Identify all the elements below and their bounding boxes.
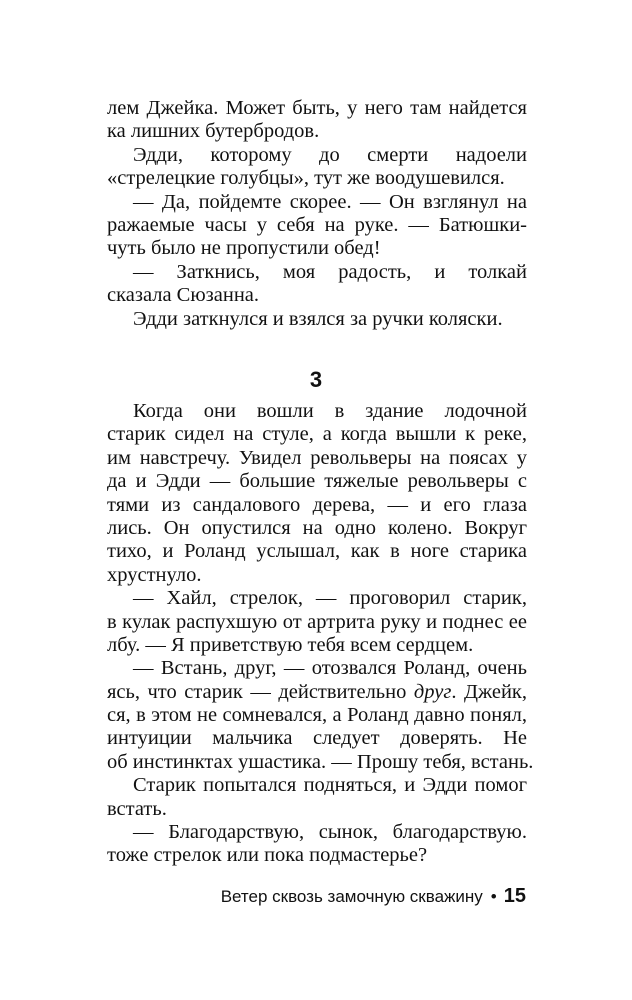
text-line: — Заткнись, моя радость, и толкай (133, 260, 527, 283)
text-line: об инстинктах ушастика. — Прошу тебя, встань. (107, 750, 534, 773)
text-line: встать. (107, 797, 167, 820)
text-line: Эдди заткнулся и взялся за ручки коляски. (133, 307, 503, 330)
text-line: старик сидел на стуле, а когда вышли к реке, (107, 423, 527, 446)
text-line: тями из сандалового дерева, — и его глаза (107, 493, 527, 516)
text-line: сказала Сюзанна. (107, 284, 260, 307)
text-block-after-section (107, 400, 534, 868)
text-line: Эдди, которому до смерти надоели (133, 143, 527, 166)
text-line: лись. Он опустился на одно колено. Вокруг (107, 516, 527, 539)
running-footer (221, 885, 526, 908)
text-block-before-section (107, 97, 527, 331)
text-line: ся, в этом не сомневался, а Роланд давно понял, (107, 704, 527, 727)
text-line: — Хайл, стрелок, — проговорил старик, (133, 587, 527, 610)
text-line: ка лишних бутербродов. (107, 120, 320, 143)
text-line: хрустнуло. (107, 563, 202, 586)
text-line: лбу. — Я приветствую тебя всем сердцем. (107, 633, 474, 656)
text-line: лем Джейка. Может быть, у него там найдется (107, 97, 527, 119)
italic-word: друг (413, 680, 452, 703)
section-number: 3 (309, 367, 323, 392)
text-line: — Встань, друг, — отозвался Роланд, очень (133, 657, 527, 680)
text-line: тихо, и Роланд услышал, как в ноге старика (107, 540, 527, 563)
text-line: тоже стрелок или пока подмастерье? (107, 844, 428, 867)
book-title: Ветер сквозь замочную скважину (220, 887, 483, 906)
text-line: Когда они вошли в здание лодочной (133, 400, 527, 422)
text-line: да и Эдди — большие тяжелые револьверы с (107, 470, 527, 493)
text-line: интуиции мальчика следует доверять. Не (107, 727, 527, 750)
text-line: чуть было не пропустили обед! (107, 237, 381, 260)
text-line: — Да, пойдемте скорее. — Он взглянул на (133, 190, 527, 213)
text-line: «стрелецкие голубцы», тут же воодушевился. (107, 167, 505, 190)
bullet-separator: • (490, 887, 497, 906)
page-number: 15 (503, 885, 526, 907)
text-line-with-italic (107, 681, 527, 704)
text-segment: ясь, что старик — действительно (107, 680, 407, 703)
text-line: ражаемые часы у себя на руке. — Батюшки- (107, 213, 527, 236)
text-line: — Благодарствую, сынок, благодарствую. (133, 821, 527, 844)
text-segment: . Джейк, (451, 680, 527, 703)
text-line: в кулак распухшую от артрита руку и поднес ее (107, 610, 527, 633)
text-line: им навстречу. Увидел револьверы на поясах у (107, 446, 527, 469)
text-line: Старик попытался подняться, и Эдди помог (133, 774, 527, 797)
